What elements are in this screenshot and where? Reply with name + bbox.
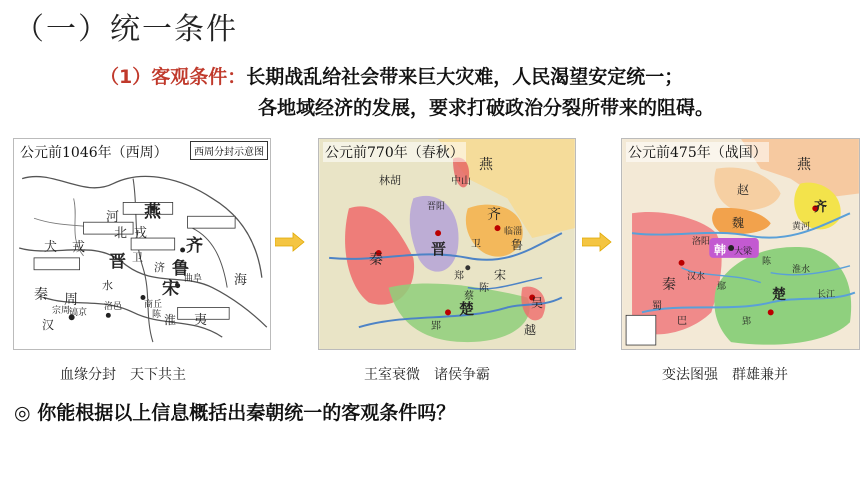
- map1-label-han: 汉: [42, 318, 55, 332]
- map3-label-ba: 巴: [677, 316, 687, 327]
- map1-label-qin: 秦: [34, 287, 48, 303]
- map-spring-autumn: [318, 138, 576, 350]
- map2-label-wu: 吴: [531, 296, 544, 310]
- map1-label-shangqiu: 商丘: [144, 300, 163, 310]
- map1-label-wei: 卫: [132, 251, 143, 264]
- map-western-zhou-title: 公元前1046年（西周）: [18, 142, 170, 162]
- map1-label-luoyi: 洛邑: [104, 302, 123, 312]
- map1-label-yan: 燕: [144, 202, 161, 222]
- map3-label-qin: 秦: [662, 277, 676, 293]
- map1-label-rong1: 戎: [134, 226, 148, 241]
- map3-label-yan2: 鄢: [717, 282, 727, 292]
- map1-label-zongzhou: 宗周: [52, 306, 71, 316]
- map2-label-yan: 燕: [479, 157, 493, 173]
- map2-label-chen: 陈: [479, 283, 489, 294]
- map3-label-chen: 陈: [762, 257, 772, 267]
- map1-label-quan: 犬: [44, 240, 58, 255]
- map3-label-chu: 楚: [772, 287, 786, 303]
- map1-label-shui: 水: [102, 279, 113, 292]
- map2-label-lu: 鲁: [511, 238, 524, 252]
- map1-label-ji: 济: [154, 261, 165, 274]
- map3-label-daliang: 大梁: [734, 247, 753, 257]
- map1-label-qi: 齐: [186, 236, 203, 256]
- map3-label-ying: 郢: [742, 317, 752, 327]
- map2-label-qi: 齐: [487, 207, 501, 223]
- map-western-zhou-inset-title: 西周分封示意图: [190, 141, 268, 160]
- map2-label-wei: 卫: [471, 239, 481, 250]
- map2-label-song: 宋: [494, 268, 507, 282]
- caption-western-zhou: 血缘分封 天下共主: [60, 367, 186, 383]
- map3-label-huaishui: 淮水: [792, 265, 811, 275]
- objective-condition-text1: 长期战乱给社会带来巨大灾难，人民渴望安定统一；: [246, 66, 684, 88]
- map1-label-rong2: 戎: [72, 240, 86, 255]
- map2-label-zheng: 郑: [454, 271, 464, 282]
- discussion-question: ◎ 你能根据以上信息概括出秦朝统一的客观条件吗？: [14, 402, 456, 424]
- arrow-right-icon: [582, 232, 612, 252]
- caption-warring-states: 变法图强 群雄兼并: [662, 367, 788, 383]
- map1-label-haojing: 镐京: [69, 308, 88, 318]
- map-western-zhou-labels: [14, 139, 271, 350]
- map3-label-huanghe: 黄河: [792, 222, 811, 232]
- objective-condition-line2: 各地域经济的发展，要求打破政治分裂所带来的阻碍。: [258, 97, 715, 119]
- map2-label-linhu: 林胡: [379, 174, 401, 187]
- map2-label-cai: 蔡: [464, 291, 474, 302]
- map-warring-states-title: 公元前475年（战国）: [626, 142, 769, 162]
- map1-label-lu: 鲁: [172, 259, 189, 279]
- map3-label-qi: 齐: [814, 200, 828, 215]
- map2-label-qin: 秦: [369, 252, 383, 268]
- caption-spring-autumn: 王室衰微 诸侯争霸: [364, 367, 490, 383]
- map2-label-linzi: 临淄: [504, 227, 523, 237]
- map1-label-qufu: 曲阜: [184, 274, 203, 284]
- map3-label-hanshui: 汉水: [687, 272, 706, 282]
- map3-label-changjiang: 长江: [817, 290, 836, 300]
- map3-label-yan: 燕: [797, 157, 811, 173]
- map1-label-bei: 北: [114, 226, 128, 241]
- objective-condition-label: （1）客观条件：: [100, 66, 247, 88]
- map1-label-jin: 晋: [109, 252, 126, 272]
- map3-label-wei: 魏: [732, 216, 745, 230]
- map2-label-jin: 晋: [431, 240, 447, 258]
- map-western-zhou: [13, 138, 271, 350]
- map-warring-states: [621, 138, 860, 350]
- map2-label-chu: 楚: [459, 300, 475, 318]
- map1-label-song: 宋: [162, 279, 179, 299]
- map1-label-huai: 淮: [164, 313, 177, 327]
- arrow-right-icon: [275, 232, 305, 252]
- map2-label-yue: 越: [524, 323, 537, 337]
- map1-label-chen: 陈: [152, 310, 162, 320]
- map2-label-zhongshan: 中山: [451, 176, 471, 187]
- section-heading: （一）统一条件: [14, 12, 238, 47]
- map2-label-jinyang: 晋阳: [427, 202, 446, 212]
- map3-label-han: 韩: [714, 243, 727, 257]
- map1-label-zhou: 周: [64, 292, 78, 308]
- map1-label-yi: 夷: [194, 313, 208, 328]
- map-warring-states-labels: [622, 139, 860, 350]
- objective-condition-line1: [100, 62, 683, 89]
- map-spring-autumn-title: 公元前770年（春秋）: [323, 142, 466, 162]
- map2-label-ying: 郢: [431, 321, 441, 332]
- map3-label-shu: 蜀: [652, 301, 662, 312]
- map1-label-hai: 海: [234, 273, 248, 288]
- map1-label-he: 河: [106, 210, 120, 225]
- map3-label-zhao: 赵: [737, 183, 750, 197]
- map3-label-luoyang: 洛阳: [692, 237, 711, 247]
- map-spring-autumn-labels: [319, 139, 576, 350]
